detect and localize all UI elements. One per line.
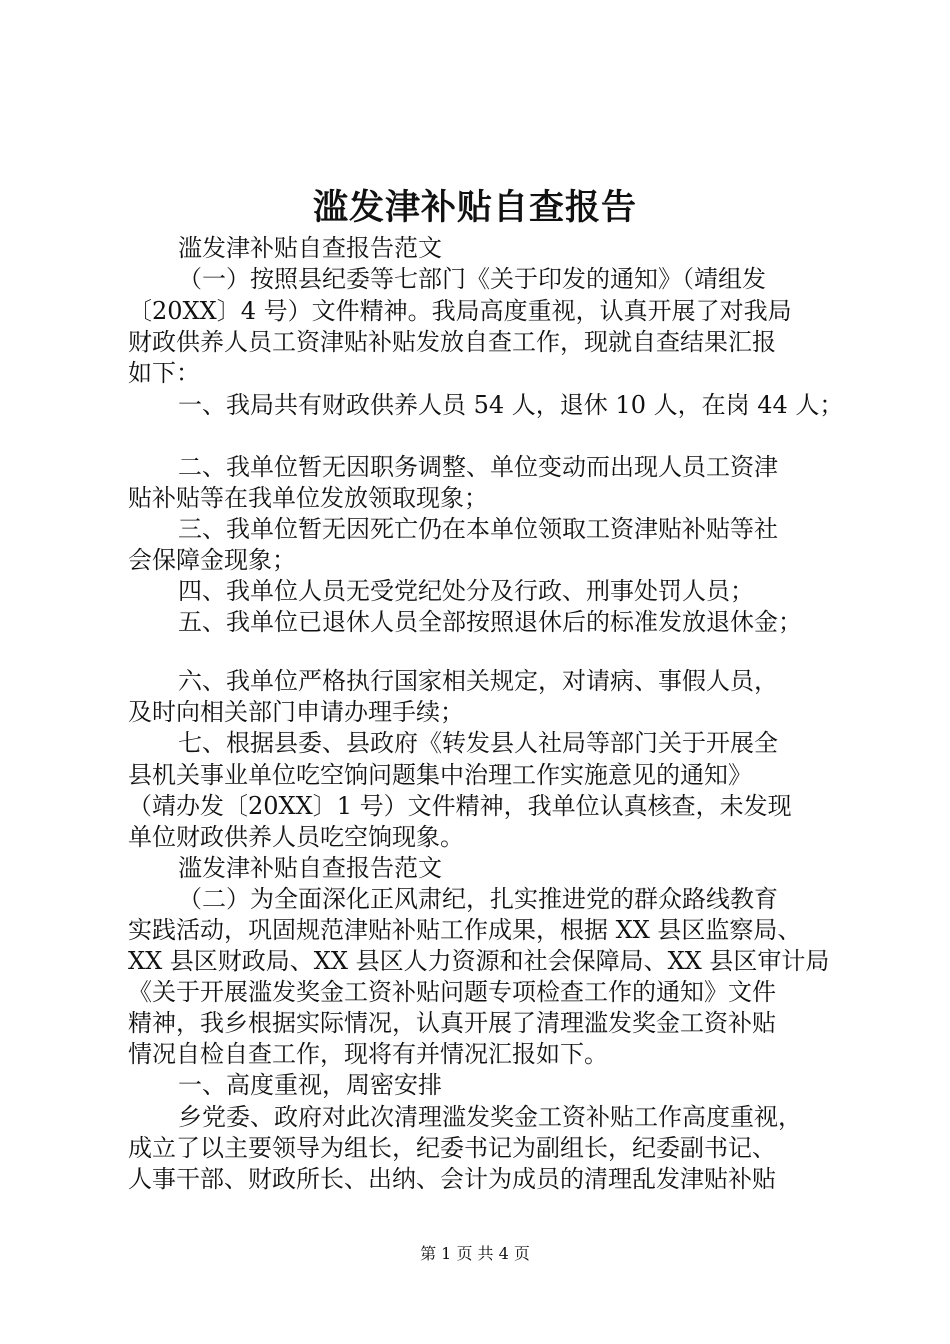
section-heading: 滥发津补贴自查报告范文 (178, 234, 442, 262)
paragraph-line: 六、我单位严格执行国家相关规定，对请病、事假人员， (178, 667, 778, 695)
paragraph-line: 一、我局共有财政供养人员 54 人，退休 10 人，在岗 44 人； (178, 391, 844, 419)
paragraph-line: XX 县区财政局、XX 县区人力资源和社会保障局、XX 县区审计局 (128, 947, 830, 975)
paragraph-line: 县机关事业单位吃空饷问题集中治理工作实施意见的通知》 (128, 761, 752, 789)
paragraph-line: 财政供养人员工资津贴补贴发放自查工作，现就自查结果汇报 (128, 328, 776, 356)
section-heading: 滥发津补贴自查报告范文 (178, 854, 442, 882)
paragraph-line: 实践活动，巩固规范津贴补贴工作成果，根据 XX 县区监察局、 (128, 916, 802, 944)
page-footer: 第 1 页 共 4 页 (420, 1244, 530, 1263)
paragraph-line: 如下： (128, 359, 200, 387)
paragraph-line: 三、我单位暂无因死亡仍在本单位领取工资津贴补贴等社 (178, 515, 778, 543)
paragraph-line: 《关于开展滥发奖金工资补贴问题专项检查工作的通知》文件 (128, 978, 776, 1006)
subsection-heading: 一、高度重视，周密安排 (178, 1071, 442, 1099)
paragraph-line: 情况自检自查工作，现将有并情况汇报如下。 (128, 1040, 608, 1068)
paragraph-line: 四、我单位人员无受党纪处分及行政、刑事处罚人员； (178, 577, 754, 605)
paragraph-line: 及时向相关部门申请办理手续； (128, 698, 464, 726)
paragraph-line: 精神，我乡根据实际情况，认真开展了清理滥发奖金工资补贴 (128, 1009, 776, 1037)
paragraph-line: 七、根据县委、县政府《转发县人社局等部门关于开展全 (178, 729, 778, 757)
paragraph-line: 五、我单位已退休人员全部按照退休后的标准发放退休金； (178, 608, 802, 636)
paragraph-line: 乡党委、政府对此次清理滥发奖金工资补贴工作高度重视， (178, 1103, 802, 1131)
paragraph-line: 人事干部、财政所长、出纳、会计为成员的清理乱发津贴补贴 (128, 1165, 776, 1193)
paragraph-line: 二、我单位暂无因职务调整、单位变动而出现人员工资津 (178, 453, 778, 481)
paragraph-line: 成立了以主要领导为组长，纪委书记为副组长，纪委副书记、 (128, 1134, 776, 1162)
paragraph-line: 〔20XX〕4 号）文件精神。我局高度重视，认真开展了对我局 (128, 297, 792, 325)
paragraph-line: （靖办发〔20XX〕1 号）文件精神，我单位认真核查，未发现 (128, 792, 792, 820)
paragraph-line: 贴补贴等在我单位发放领取现象； (128, 484, 488, 512)
document-title: 滥发津补贴自查报告 (312, 187, 637, 228)
paragraph-line: （二）为全面深化正风肃纪，扎实推进党的群众路线教育 (178, 885, 778, 913)
paragraph-line: （一）按照县纪委等七部门《关于印发的通知》（靖组发 (178, 265, 766, 293)
paragraph-line: 会保障金现象； (128, 546, 296, 574)
paragraph-line: 单位财政供养人员吃空饷现象。 (128, 823, 464, 851)
